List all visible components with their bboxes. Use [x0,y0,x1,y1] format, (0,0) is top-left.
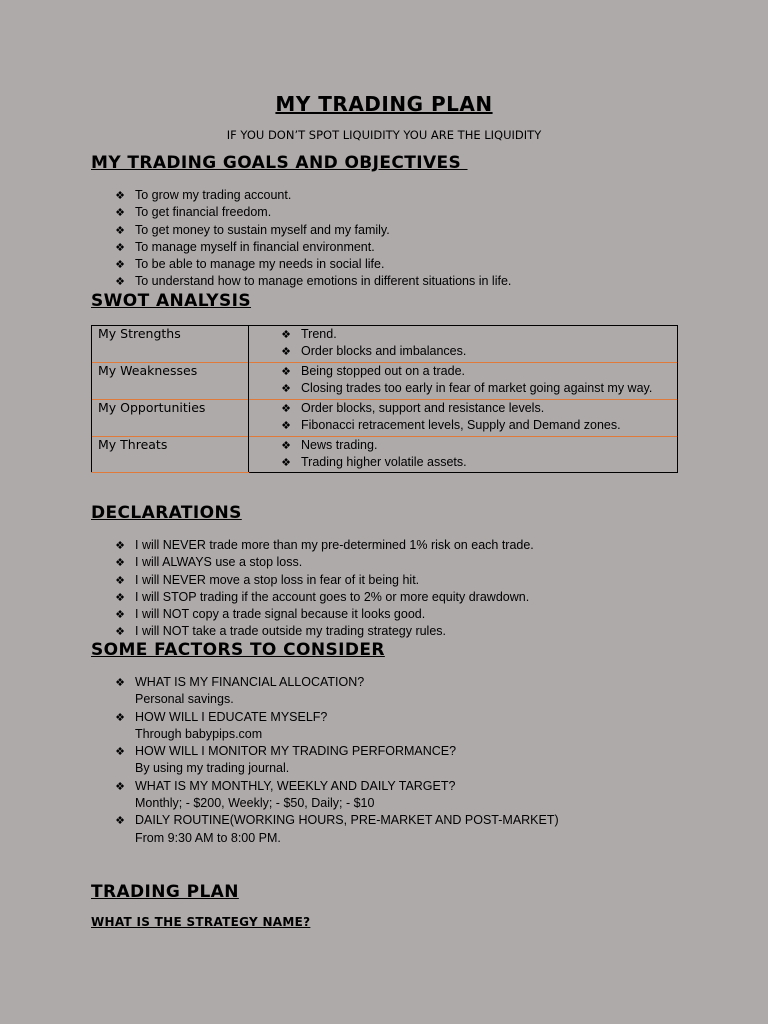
diamond-bullet-icon: ❖ [115,625,125,639]
list-item: ❖ I will NEVER trade more than my pre-determined 1% risk on each trade. [113,537,534,554]
table-row [92,437,678,473]
list-item: ❖ To be able to manage my needs in social life. [113,256,511,273]
list-item: ❖ I will NOT take a trade outside my trading strategy rules. [113,623,534,640]
diamond-bullet-icon: ❖ [115,206,125,220]
swot-label-cell: My Opportunities [92,400,249,437]
diamond-bullet-icon: ❖ [115,710,125,724]
diamond-bullet-icon: ❖ [281,328,291,341]
diamond-bullet-icon: ❖ [115,258,125,272]
list-item: ❖ HOW WILL I EDUCATE MYSELF? Through babypips.com [113,709,559,744]
list-item: ❖ To manage myself in financial environment. [113,239,511,256]
diamond-bullet-icon: ❖ [115,539,125,552]
trading-plan-heading: TRADING PLAN [91,882,239,902]
diamond-bullet-icon: ❖ [115,779,125,793]
diamond-bullet-icon: ❖ [115,573,125,587]
swot-label-cell: My Strengths [92,326,249,363]
swot-items-cell: ❖ Being stopped out on a trade. ❖ Closing trades too early in fear of market going against my way. [249,363,678,400]
diamond-bullet-icon: ❖ [115,275,125,289]
table-row [92,326,678,363]
list-item: ❖ I will NEVER move a stop loss in fear of it being hit. [113,572,534,589]
list-item: ❖ HOW WILL I MONITOR MY TRADING PERFORMANCE? By using my trading journal. [113,743,559,778]
swot-label-cell: My Weaknesses [92,363,249,400]
diamond-bullet-icon: ❖ [115,590,125,604]
document-subtitle: IF YOU DON’T SPOT LIQUIDITY YOU ARE THE LIQUIDITY [226,128,542,142]
diamond-bullet-icon: ❖ [115,189,125,202]
diamond-bullet-icon: ❖ [281,402,291,415]
list-item: ❖ DAILY ROUTINE(WORKING HOURS, PRE-MARKET AND POST-MARKET) From 9:30 AM to 8:00 PM. [113,812,559,847]
list-item: ❖ To understand how to manage emotions in different situations in life. [113,273,511,290]
declarations-heading: DECLARATIONS [91,503,242,523]
factors-heading: SOME FACTORS TO CONSIDER [91,640,385,660]
list-item: ❖ To grow my trading account. [113,187,511,204]
diamond-bullet-icon: ❖ [281,439,291,452]
list-item: ❖ I will ALWAYS use a stop loss. [113,554,534,571]
factors-list [113,674,559,847]
list-item: ❖ To get money to sustain myself and my family. [113,222,511,239]
diamond-bullet-icon: ❖ [115,814,125,828]
list-item: ❖ To get financial freedom. [113,204,511,221]
strategy-name-subheading: WHAT IS THE STRATEGY NAME? [91,915,311,929]
goals-heading: MY TRADING GOALS AND OBJECTIVES [91,153,468,173]
diamond-bullet-icon: ❖ [281,345,291,359]
swot-heading: SWOT ANALYSIS [91,291,252,311]
diamond-bullet-icon: ❖ [115,676,125,689]
declarations-list [113,537,534,641]
table-row [92,400,678,437]
list-item: ❖ WHAT IS MY MONTHLY, WEEKLY AND DAILY TARGET? Monthly; - $200, Weekly; - $50, Daily; - $10 [113,778,559,813]
swot-items-cell: ❖ Order blocks, support and resistance levels. ❖ Fibonacci retracement levels, Supply and Demand zones. [249,400,678,437]
diamond-bullet-icon: ❖ [281,382,291,396]
diamond-bullet-icon: ❖ [281,419,291,433]
swot-items-cell: ❖ Trend. ❖ Order blocks and imbalances. [249,326,678,363]
table-row [92,363,678,400]
diamond-bullet-icon: ❖ [281,456,291,470]
swot-items-cell: ❖ News trading. ❖ Trading higher volatile assets. [249,437,678,473]
swot-table [91,325,678,473]
diamond-bullet-icon: ❖ [115,608,125,622]
diamond-bullet-icon: ❖ [115,745,125,759]
list-item: ❖ I will NOT copy a trade signal because it looks good. [113,606,534,623]
diamond-bullet-icon: ❖ [115,223,125,237]
list-item: ❖ I will STOP trading if the account goes to 2% or more equity drawdown. [113,589,534,606]
diamond-bullet-icon: ❖ [115,556,125,570]
document-title: MY TRADING PLAN [275,92,493,116]
diamond-bullet-icon: ❖ [281,365,291,378]
diamond-bullet-icon: ❖ [115,240,125,254]
goals-list [113,187,511,291]
list-item: ❖ WHAT IS MY FINANCIAL ALLOCATION? Personal savings. [113,674,559,709]
swot-label-cell: My Threats [92,437,249,473]
